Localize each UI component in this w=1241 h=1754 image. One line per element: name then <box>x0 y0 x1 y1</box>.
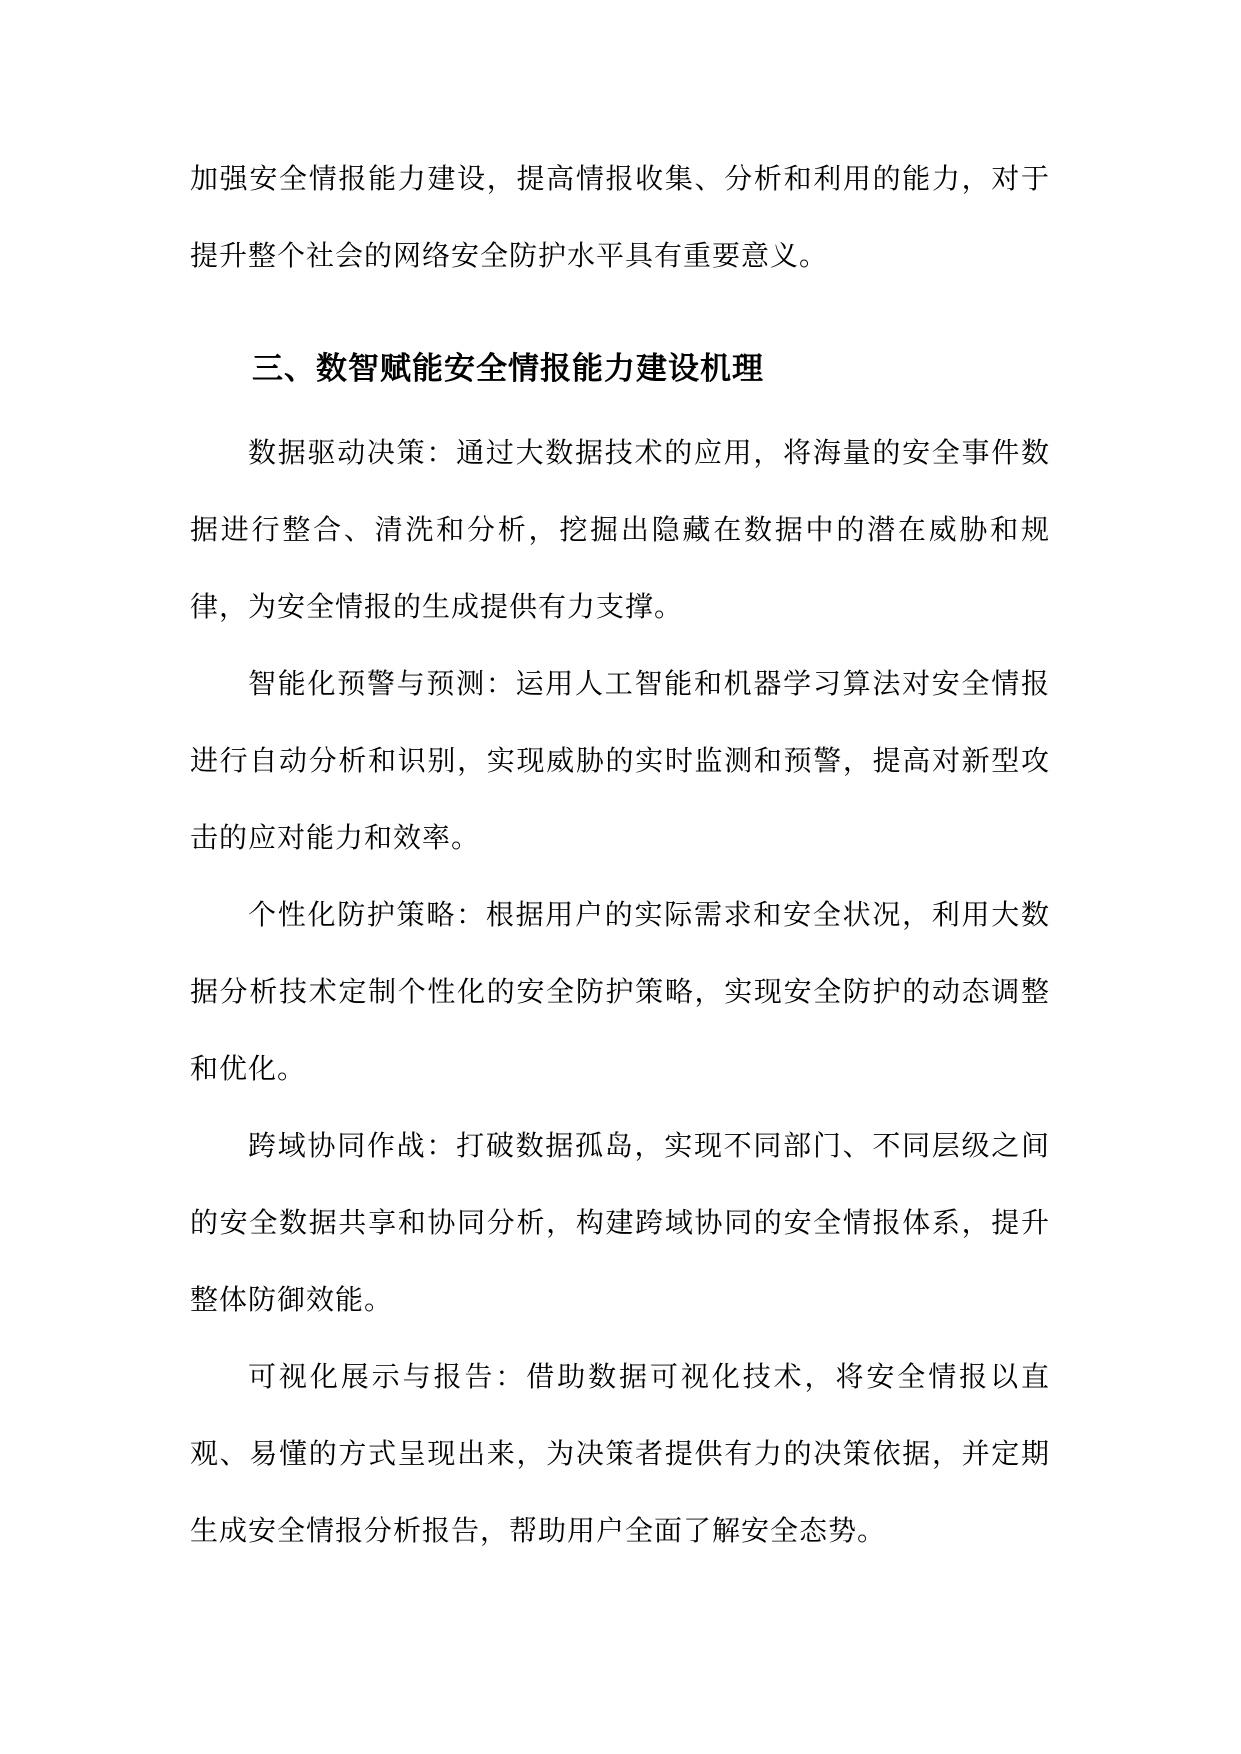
document-body <box>190 140 1050 1569</box>
section-heading: 三、数智赋能安全情报能力建设机理 <box>252 351 764 387</box>
intro-paragraph: 加强安全情报能力建设，提高情报收集、分析和利用的能力，对于提升整个社会的网络安全防护水平具有重要意义。 <box>190 162 1050 272</box>
paragraph-data-driven-decision: 数据驱动决策：通过大数据技术的应用，将海量的安全事件数据进行整合、清洗和分析，挖掘出隐藏在数据中的潜在威胁和规律，为安全情报的生成提供有力支撑。 <box>190 436 1050 623</box>
paragraph-cross-domain-collaboration: 跨域协同作战：打破数据孤岛，实现不同部门、不同层级之间的安全数据共享和协同分析，构建跨域协同的安全情报体系，提升整体防御效能。 <box>190 1129 1050 1316</box>
paragraph-intelligent-warning: 智能化预警与预测：运用人工智能和机器学习算法对安全情报进行自动分析和识别，实现威胁的实时监测和预警，提高对新型攻击的应对能力和效率。 <box>190 667 1050 854</box>
paragraph-visualization-reporting: 可视化展示与报告：借助数据可视化技术，将安全情报以直观、易懂的方式呈现出来，为决策者提供有力的决策依据，并定期生成安全情报分析报告，帮助用户全面了解安全态势。 <box>190 1360 1050 1547</box>
paragraph-personalized-protection: 个性化防护策略：根据用户的实际需求和安全状况，利用大数据分析技术定制个性化的安全防护策略，实现安全防护的动态调整和优化。 <box>190 898 1050 1085</box>
